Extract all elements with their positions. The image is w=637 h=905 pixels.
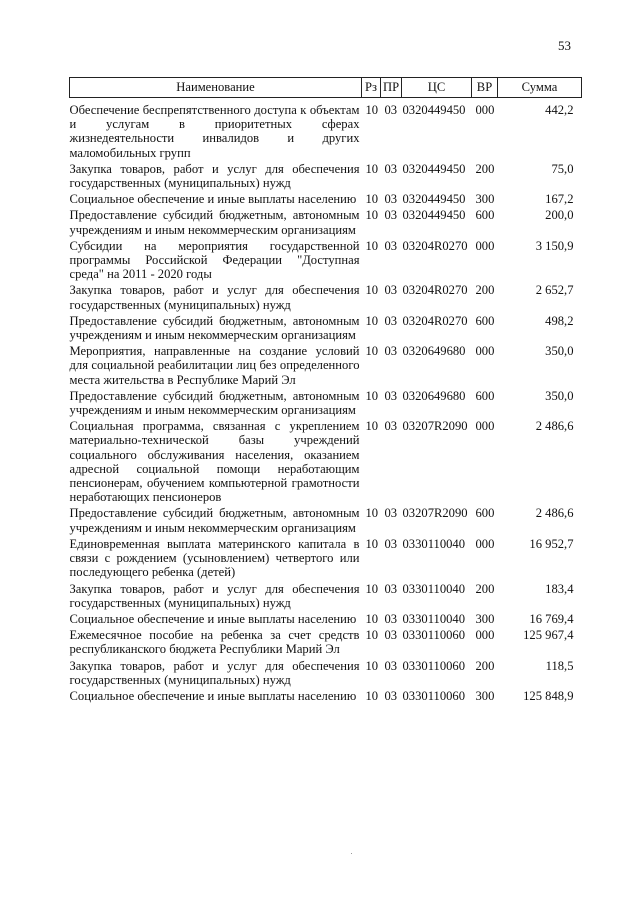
cell-name: Предоставление субсидий бюджетным, автономным учреждениям и иным некоммерческим организациям: [69, 208, 360, 237]
cell-pr: 03: [384, 208, 398, 223]
cell-rz: 10: [365, 581, 379, 596]
cell-vr: 600: [475, 388, 495, 403]
page-number: 53: [558, 38, 571, 53]
cell-name: Мероприятия, направленные на создание условий для социальной реабилитации лиц без определенного места жительства в Республике Марий Эл: [69, 344, 360, 387]
cell-pr: 03: [384, 238, 398, 253]
table-row: [70, 689, 582, 705]
cell-vr: 600: [475, 208, 495, 223]
cell-sum: 125 967,4: [523, 628, 574, 643]
cell-rz: 10: [365, 388, 379, 403]
cell-vr: 000: [475, 103, 495, 117]
cell-rz: 10: [365, 688, 379, 703]
cell-name: Предоставление субсидий бюджетным, автономным учреждениям и иным некоммерческим организациям: [69, 506, 360, 535]
table-row: [70, 659, 582, 689]
cell-cs: 03207R2090: [402, 419, 468, 434]
cell-cs: 0320649680: [402, 388, 466, 403]
cell-sum: 498,2: [545, 313, 574, 328]
header-name: Наименование: [70, 78, 362, 98]
cell-sum: 118,5: [545, 658, 574, 673]
table-row: [70, 344, 582, 389]
cell-pr: 03: [384, 344, 398, 359]
cell-name: Субсидии на мероприятия государственной программы Российской Федерации "Доступная среда" на 2011 - 2020 годы: [69, 238, 360, 282]
cell-name: Ежемесячное пособие на ребенка за счет средств республиканского бюджета Республики Марий Эл: [69, 628, 360, 657]
cell-cs: 0320449450: [402, 161, 466, 176]
cell-cs: 03207R2090: [402, 506, 468, 521]
cell-vr: 000: [475, 628, 495, 643]
cell-cs: 03204R0270: [402, 238, 468, 253]
cell-cs: 0320449450: [402, 192, 466, 207]
cell-pr: 03: [384, 388, 398, 403]
header-row: [70, 78, 582, 98]
table-row: [70, 98, 582, 162]
cell-sum: 2 486,6: [535, 506, 574, 521]
table-row: [70, 582, 582, 612]
cell-rz: 10: [365, 536, 379, 551]
table-row: [70, 314, 582, 344]
cell-sum: 3 150,9: [535, 238, 574, 253]
table-body: [70, 98, 582, 706]
cell-name: Закупка товаров, работ и услуг для обеспечения государственных (муниципальных) нужд: [69, 581, 360, 610]
cell-pr: 03: [384, 628, 398, 643]
cell-cs: 0330110040: [402, 581, 466, 596]
cell-pr: 03: [384, 611, 398, 626]
cell-vr: 600: [475, 506, 495, 521]
table-row: [70, 208, 582, 238]
cell-sum: 350,0: [545, 388, 574, 403]
cell-name: Закупка товаров, работ и услуг для обеспечения государственных (муниципальных) нужд: [69, 283, 360, 312]
table-header: [70, 78, 582, 98]
table-row: [70, 162, 582, 192]
cell-vr: 200: [475, 283, 495, 298]
cell-pr: 03: [384, 103, 398, 117]
cell-pr: 03: [384, 506, 398, 521]
table-row: [70, 239, 582, 284]
cell-name: Социальное обеспечение и иные выплаты населению: [69, 688, 357, 703]
table-row: [70, 192, 582, 208]
cell-pr: 03: [384, 419, 398, 434]
cell-rz: 10: [365, 208, 379, 223]
cell-rz: 10: [365, 611, 379, 626]
cell-cs: 0330110040: [402, 611, 466, 626]
header-vr: ВР: [472, 78, 498, 98]
cell-name: Предоставление субсидий бюджетным, автономным учреждениям и иным некоммерческим организациям: [69, 313, 360, 343]
header-rz: Рз: [362, 78, 381, 98]
cell-cs: 0320449450: [402, 208, 466, 223]
cell-rz: 10: [365, 344, 379, 359]
cell-vr: 600: [475, 313, 495, 328]
cell-cs: 03204R0270: [402, 283, 468, 298]
cell-name: Закупка товаров, работ и услуг для обеспечения государственных (муниципальных) нужд: [69, 161, 360, 191]
cell-name: Обеспечение беспрепятственного доступа к объектам и услугам в приоритетных сферах жизнедеятельности инвалидов и других маломобильных групп: [69, 103, 360, 160]
cell-pr: 03: [384, 161, 398, 176]
cell-rz: 10: [365, 313, 379, 328]
budget-table: [69, 77, 582, 705]
cell-cs: 03204R0270: [402, 313, 468, 328]
cell-sum: 200,0: [545, 208, 574, 223]
cell-sum: 16 952,7: [529, 536, 574, 551]
cell-vr: 200: [475, 658, 495, 673]
cell-cs: 0330110060: [402, 688, 466, 703]
cell-sum: 16 769,4: [529, 611, 574, 626]
cell-sum: 442,2: [545, 103, 574, 117]
cell-pr: 03: [384, 581, 398, 596]
table-row: [70, 389, 582, 419]
cell-pr: 03: [384, 313, 398, 328]
cell-vr: 000: [475, 344, 495, 359]
cell-vr: 300: [475, 192, 495, 207]
cell-sum: 75,0: [551, 161, 574, 176]
cell-pr: 03: [384, 688, 398, 703]
cell-rz: 10: [365, 419, 379, 434]
cell-cs: 0320449450: [402, 103, 466, 117]
cell-sum: 2 486,6: [535, 419, 574, 434]
cell-sum: 2 652,7: [535, 283, 574, 298]
cell-pr: 03: [384, 658, 398, 673]
cell-rz: 10: [365, 283, 379, 298]
table-row: [70, 506, 582, 536]
cell-rz: 10: [365, 658, 379, 673]
table-row: [70, 419, 582, 506]
scan-speck: [351, 853, 352, 854]
header-sum: Сумма: [498, 78, 582, 98]
cell-vr: 200: [475, 581, 495, 596]
cell-rz: 10: [365, 161, 379, 176]
cell-vr: 000: [475, 238, 495, 253]
cell-vr: 300: [475, 611, 495, 626]
table-row: [70, 537, 582, 582]
cell-rz: 10: [365, 506, 379, 521]
cell-name: Социальная программа, связанная с укреплением материально-технической базы учреждений социального обслуживания населения, оказанием адресной социальной помощи неработающим пенсионерам, обучением компьютерной грамотности неработающих пенсионеров: [69, 419, 360, 505]
cell-sum: 350,0: [545, 344, 574, 359]
cell-name: Социальное обеспечение и иные выплаты населению: [69, 611, 357, 626]
cell-cs: 0330110060: [402, 628, 466, 643]
cell-rz: 10: [365, 103, 379, 117]
cell-vr: 000: [475, 536, 495, 551]
header-pr: ПР: [381, 78, 402, 98]
cell-vr: 000: [475, 419, 495, 434]
cell-pr: 03: [384, 283, 398, 298]
header-cs: ЦС: [402, 78, 472, 98]
cell-pr: 03: [384, 192, 398, 207]
cell-sum: 183,4: [545, 581, 574, 596]
cell-name: Единовременная выплата материнского капитала в связи с рождением (усыновлением) четвертого или последующего ребенка (детей): [69, 536, 360, 580]
cell-name: Социальное обеспечение и иные выплаты населению: [69, 192, 357, 207]
table-row: [70, 283, 582, 313]
cell-sum: 125 848,9: [523, 688, 574, 703]
cell-name: Предоставление субсидий бюджетным, автономным учреждениям и иным некоммерческим организациям: [69, 388, 360, 418]
table-row: [70, 612, 582, 628]
cell-vr: 200: [475, 161, 495, 176]
table-row: [70, 628, 582, 658]
cell-rz: 10: [365, 192, 379, 207]
cell-rz: 10: [365, 628, 379, 643]
cell-name: Закупка товаров, работ и услуг для обеспечения государственных (муниципальных) нужд: [69, 658, 360, 687]
cell-rz: 10: [365, 238, 379, 253]
cell-cs: 0330110040: [402, 536, 466, 551]
cell-pr: 03: [384, 536, 398, 551]
cell-cs: 0330110060: [402, 658, 466, 673]
cell-sum: 167,2: [545, 192, 574, 207]
cell-vr: 300: [475, 688, 495, 703]
cell-cs: 0320649680: [402, 344, 466, 359]
